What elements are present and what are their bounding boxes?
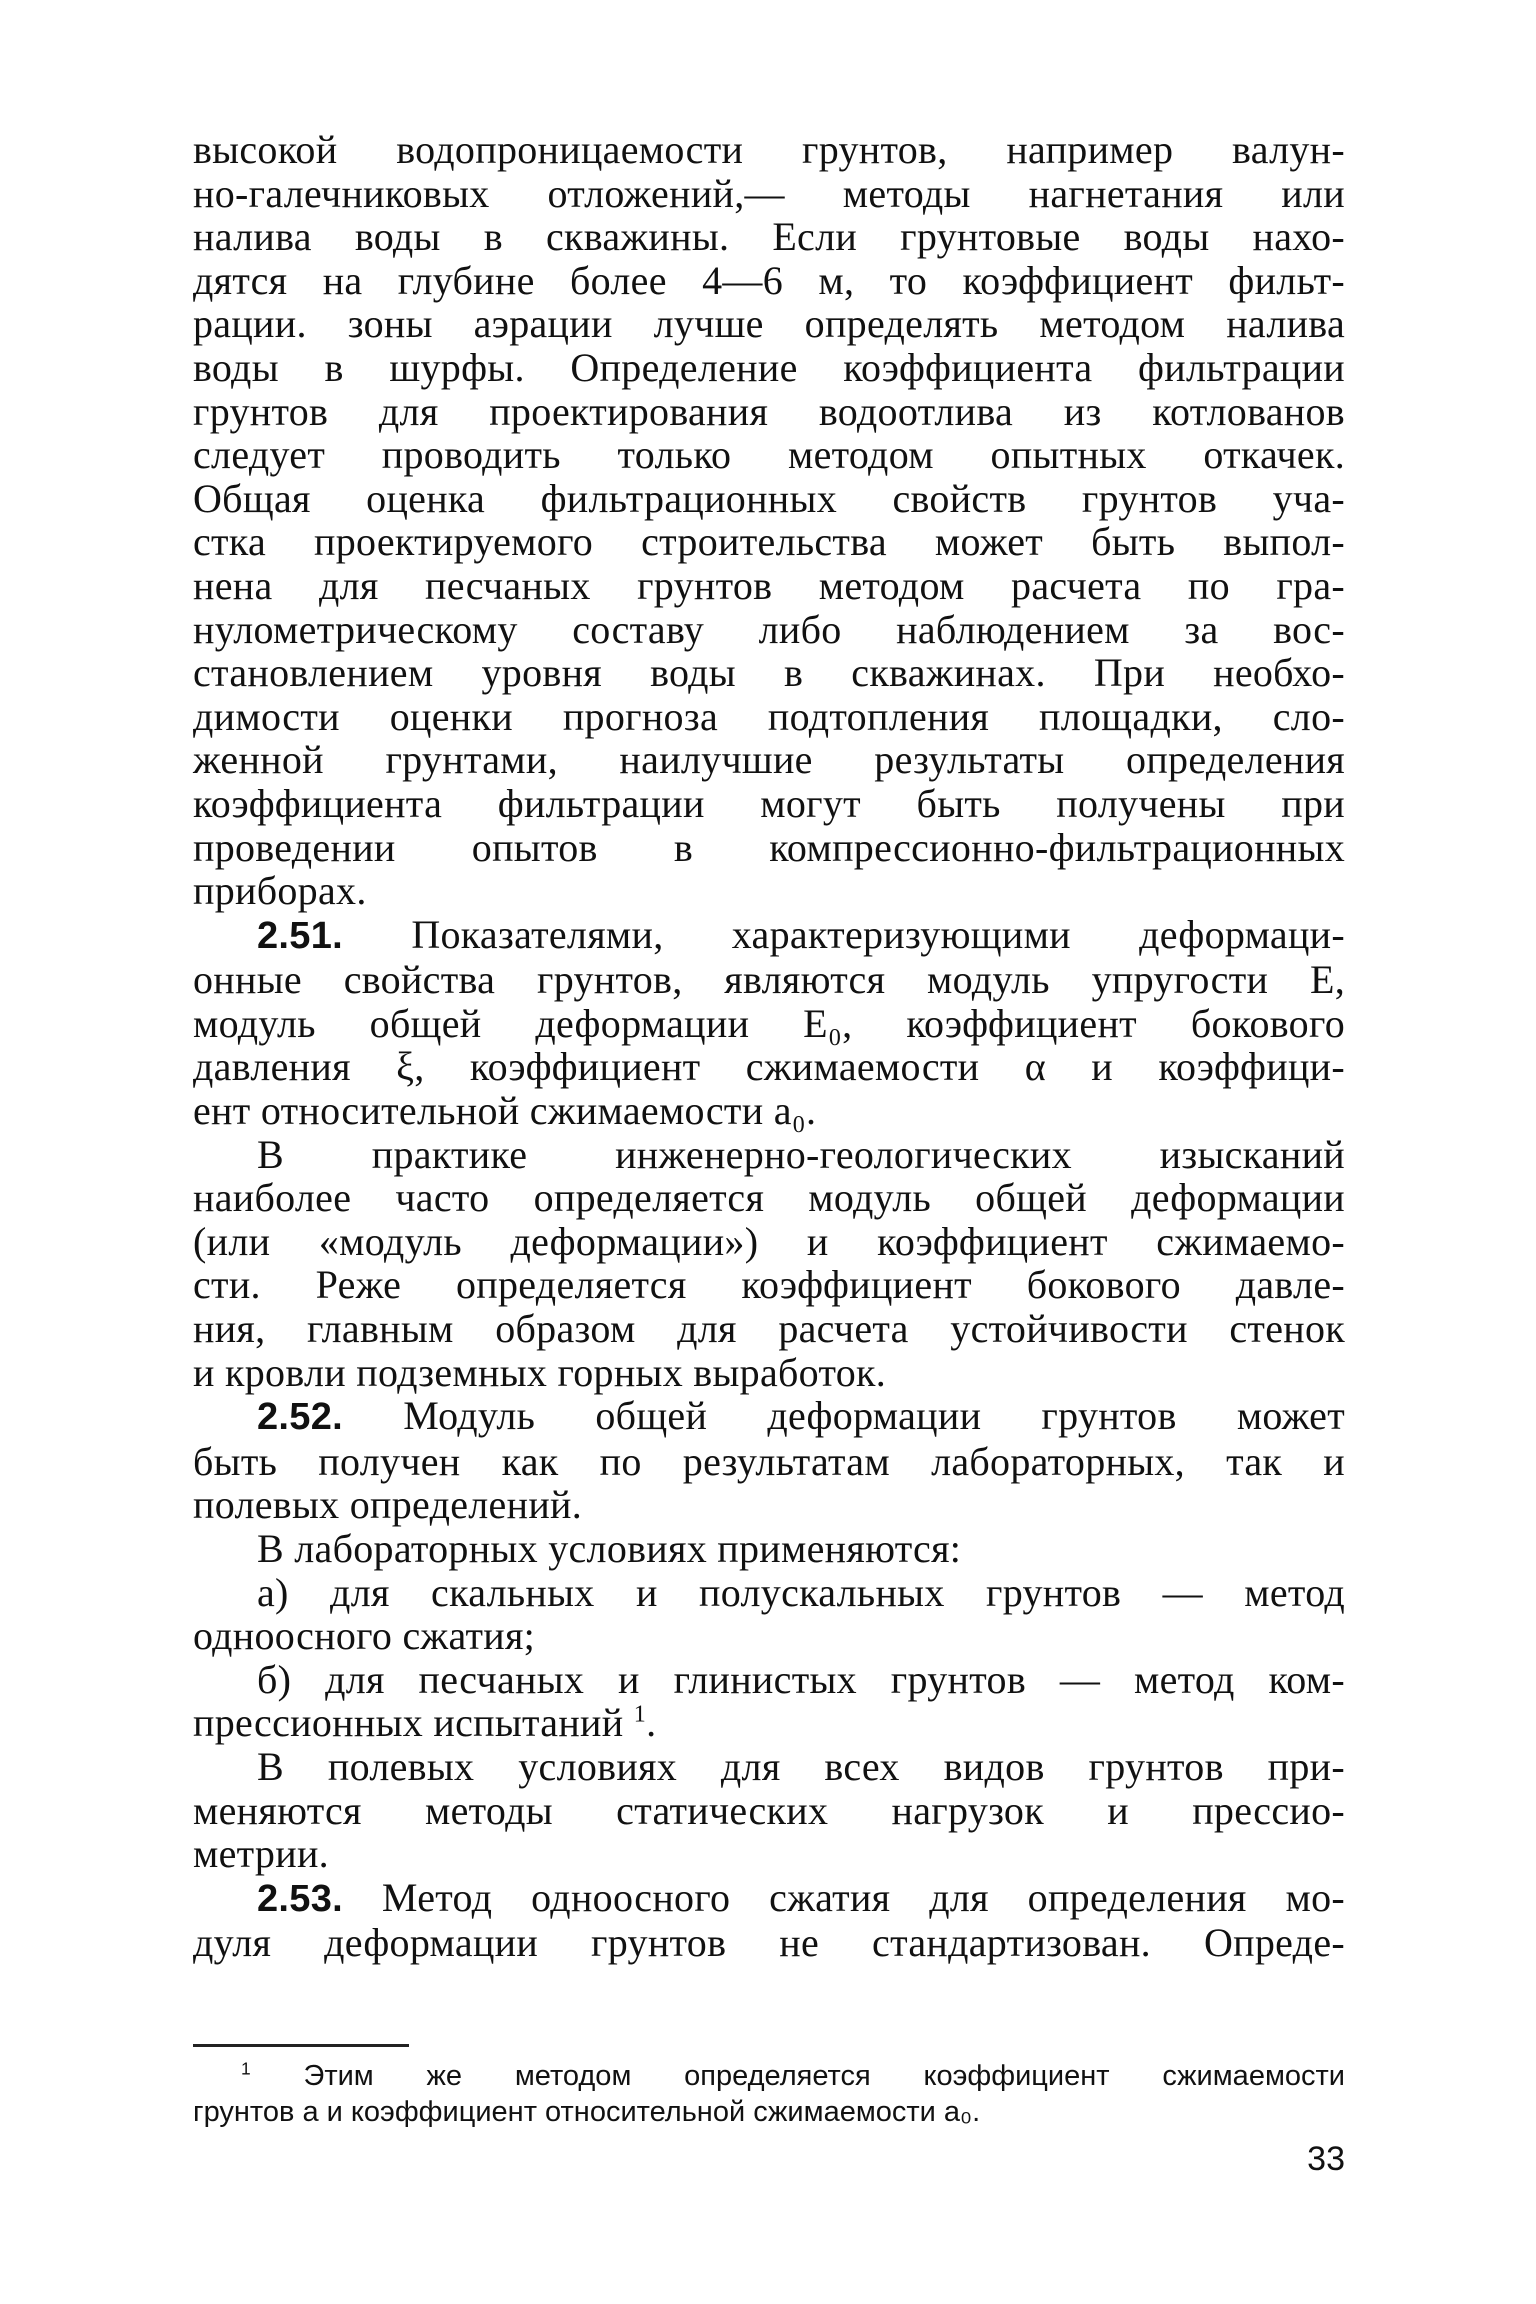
text-line: Общая оценка фильтрационных свойств грунтов уча-	[193, 475, 1345, 521]
text-line: модуль общей деформации E₀, коэффициент бокового	[193, 1000, 1345, 1046]
text-line: нена для песчаных грунтов методом расчета по гра-	[193, 562, 1345, 608]
section-number: 2.52.	[257, 1396, 344, 1439]
list-item-a: а) для скальных и полускальных грунтов — метод	[257, 1569, 1345, 1615]
paragraph-2-52-end: полевых определений.	[193, 1482, 583, 1528]
text-line: димости оценки прогноза подтопления площадки, сло-	[193, 693, 1345, 739]
text-line: но-галечниковых отложений,— методы нагнетания или	[193, 170, 1345, 216]
footnote-line: $^1$ Этим же методом определяется коэффициент сжимаемости	[241, 2058, 1345, 2092]
text-line: коэффициента фильтрации могут быть получены при	[193, 780, 1345, 826]
text-line: сти. Реже определяется коэффициент бокового давле-	[193, 1262, 1345, 1308]
paragraph-practice-end: и кровли подземных горных выработок.	[193, 1349, 887, 1395]
text-line: рации. зоны аэрации лучше определять методом налива	[193, 301, 1345, 347]
text-line: (или «модуль деформации») и коэффициент сжимаемо-	[193, 1218, 1345, 1264]
paragraph-2-51-end: ент относительной сжимаемости a₀.	[193, 1088, 817, 1134]
paragraph-lab-conditions: В лабораторных условиях применяются:	[257, 1526, 962, 1571]
text-line: ния, главным образом для расчета устойчивости стенок	[193, 1306, 1345, 1352]
text-line: становлением уровня воды в скважинах. При необхо-	[193, 650, 1345, 696]
section-number: 2.53.	[257, 1877, 344, 1920]
footnote-line-end: грунтов a и коэффициент относительной сжимаемости a₀.	[193, 2096, 981, 2128]
paragraph-2-52: 2.52. Модуль общей деформации грунтов может	[257, 1393, 1345, 1439]
text-line: дятся на глубине более 4—6 м, то коэффициент фильт-	[193, 257, 1345, 303]
paragraph-field-conditions: В полевых условиях для всех видов грунтов при-	[257, 1743, 1345, 1789]
list-item-b: б) для песчаных и глинистых грунтов — метод ком-	[257, 1656, 1345, 1702]
paragraph-2-53-line: дуля деформации грунтов не стандартизован. Опреде-	[193, 1920, 1345, 1966]
paragraph-practice-first: В практике инженерно-геологических изысканий	[257, 1131, 1345, 1177]
footnote	[193, 2058, 1345, 2130]
text-line: нулометрическому составу либо наблюдением за вос-	[193, 606, 1345, 652]
paragraph-field-conditions-line: меняются методы статических нагрузок и прессио-	[193, 1787, 1345, 1833]
text-line: высокой водопроницаемости грунтов, например валун-	[193, 127, 1345, 172]
text-line: воды в шурфы. Определение коэффициента фильтрации	[193, 344, 1345, 390]
paragraph-2-51-body	[193, 958, 1345, 1089]
text-line: наиболее часто определяется модуль общей деформации	[193, 1175, 1345, 1221]
text-line: женной грунтами, наилучшие результаты определения	[193, 737, 1345, 783]
list-item-b-end: прессионных испытаний $^1$.	[193, 1700, 657, 1746]
paragraph-continuation	[193, 128, 1345, 869]
section-number: 2.51.	[257, 914, 344, 957]
paragraph-practice-body	[193, 1176, 1345, 1350]
text-line: онные свойства грунтов, являются модуль упругости E,	[193, 957, 1345, 1003]
footnote-divider	[193, 2044, 409, 2047]
text-line: следует проводить только методом опытных откачек.	[193, 432, 1345, 478]
text-line: стка проектируемого строительства может быть выпол-	[193, 519, 1345, 565]
page-number: 33	[1307, 2140, 1345, 2178]
body-text	[193, 128, 1345, 1965]
list-item-a-end: одноосного сжатия;	[193, 1613, 536, 1659]
text-line: грунтов для проектирования водоотлива из котлованов	[193, 388, 1345, 434]
text-line: проведении опытов в компрессионно-фильтрационных	[193, 824, 1345, 870]
text-line: налива воды в скважины. Если грунтовые воды нахо-	[193, 214, 1345, 260]
paragraph-2-51: 2.51. Показателями, характеризующими деформаци-	[257, 911, 1345, 957]
paragraph-field-conditions-end: метрии.	[193, 1831, 329, 1877]
footnote-mark: 1	[241, 2058, 251, 2079]
footnote-reference: 1	[633, 1702, 647, 1729]
text-line: давления ξ, коэффициент сжимаемости α и коэффици-	[193, 1044, 1345, 1090]
paragraph-2-53: 2.53. Метод одноосного сжатия для определения мо-	[257, 1874, 1345, 1920]
paragraph-2-52-line: быть получен как по результатам лабораторных, так и	[193, 1438, 1345, 1484]
paragraph-continuation-end: приборах.	[193, 868, 367, 914]
